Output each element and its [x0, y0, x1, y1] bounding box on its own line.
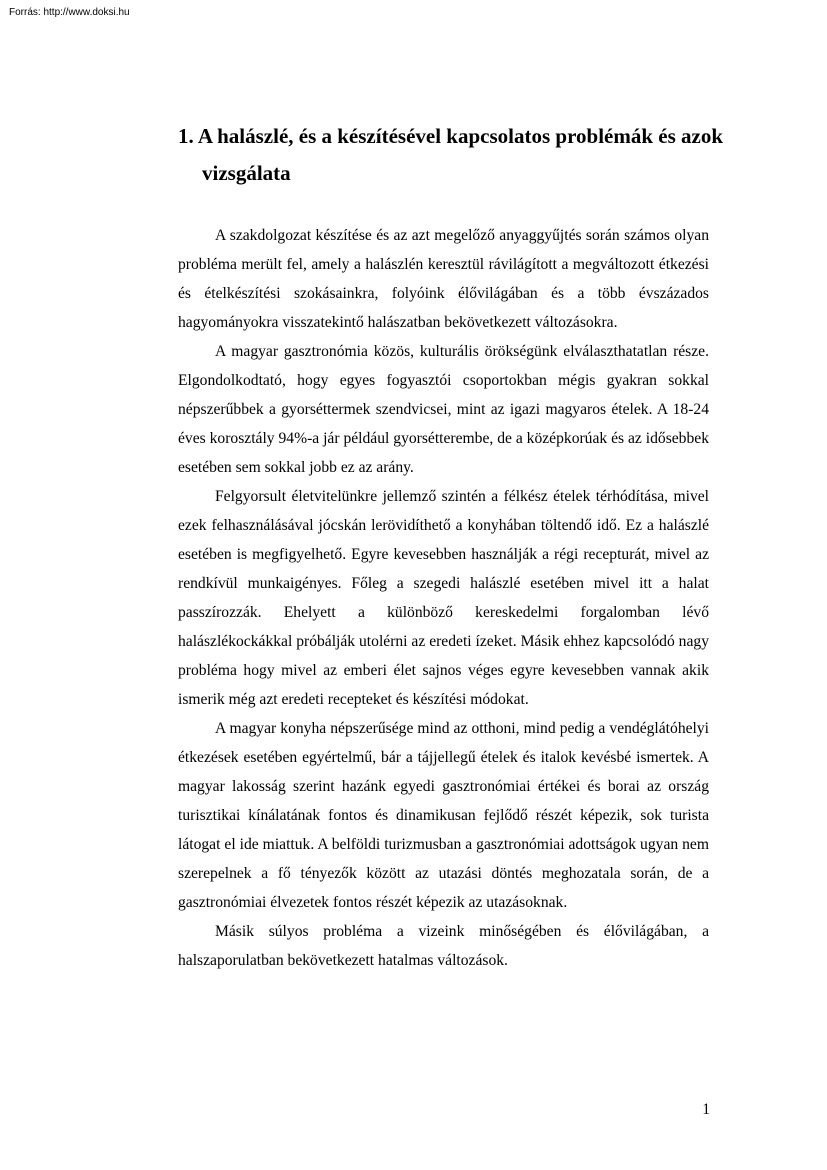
page-number: 1: [702, 1101, 710, 1118]
paragraph: Másik súlyos probléma a vizeink minőségében és élővilágában, a halszaporulatban bekövetkezett hatalmas változások.: [178, 923, 709, 969]
source-label: Forrás: http://www.doksi.hu: [9, 7, 130, 18]
paragraph: A magyar gasztronómia közös, kulturális örökségünk elválaszthatatlan része. Elgondolkodtató, hogy egyes fogyasztói csoportokban mégis gyakran sokkal népszerűbbek a gyorséttermek szendvicsei, mint az igazi magyaros ételek. A 18-24 éves korosztály 94%-a jár például gyorsétterembe, de a középkorúak és az idősebbek esetében sem sokkal jobb ez az arány.: [178, 343, 709, 476]
paragraph: A szakdolgozat készítése és az azt megelőző anyaggyűjtés során számos olyan probléma merült fel, amely a halászlén keresztül rávilágított a megváltozott étkezési és ételkészítési szokásainkra, folyóink élővilágában és a több évszázados hagyományokra visszatekintő halászatban bekövetkezett változásokra.: [178, 227, 709, 331]
paragraph: A magyar konyha népszerűsége mind az otthoni, mind pedig a vendéglátóhelyi étkezések esetében egyértelmű, bár a tájjellegű ételek és italok kevésbé ismertek. A magyar lakosság szerint hazánk egyedi gasztronómiai értékei és borai az ország turisztikai kínálatának fontos és dinamikusan fejlődő részét képezik, sok turista látogat el ide miattuk. A belföldi turizmusban a gasztronómiai adottságok ugyan nem szerepelnek a fő tényezők között az utazási döntés meghozatala során, de a gasztronómiai élvezetek fontos részét képezik az utazásoknak.: [178, 720, 709, 911]
paragraph: Felgyorsult életvitelünkre jellemző szintén a félkész ételek térhódítása, mivel ezek felhasználásával jócskán lerövidíthető a konyhában töltendő idő. Ez a halászlé esetében is megfigyelhető. Egyre kevesebben használják a régi recepturát, mivel az rendkívül munkaigényes. Főleg a szegedi halászlé esetében mivel itt a halat passzírozzák. Ehelyett a különböző kereskedelmi forgalomban lévő halászlékockákkal próbálják utolérni az eredeti ízeket. Másik ehhez kapcsolódó nagy probléma hogy mivel az emberi élet sajnos véges egyre kevesebben vannak akik ismerik még azt eredeti recepteket és készítési módokat.: [178, 488, 709, 708]
body-text: [178, 221, 709, 975]
section-heading: 1. A halászlé, és a készítésével kapcsolatos problémák és azok vizsgálata: [178, 124, 724, 185]
